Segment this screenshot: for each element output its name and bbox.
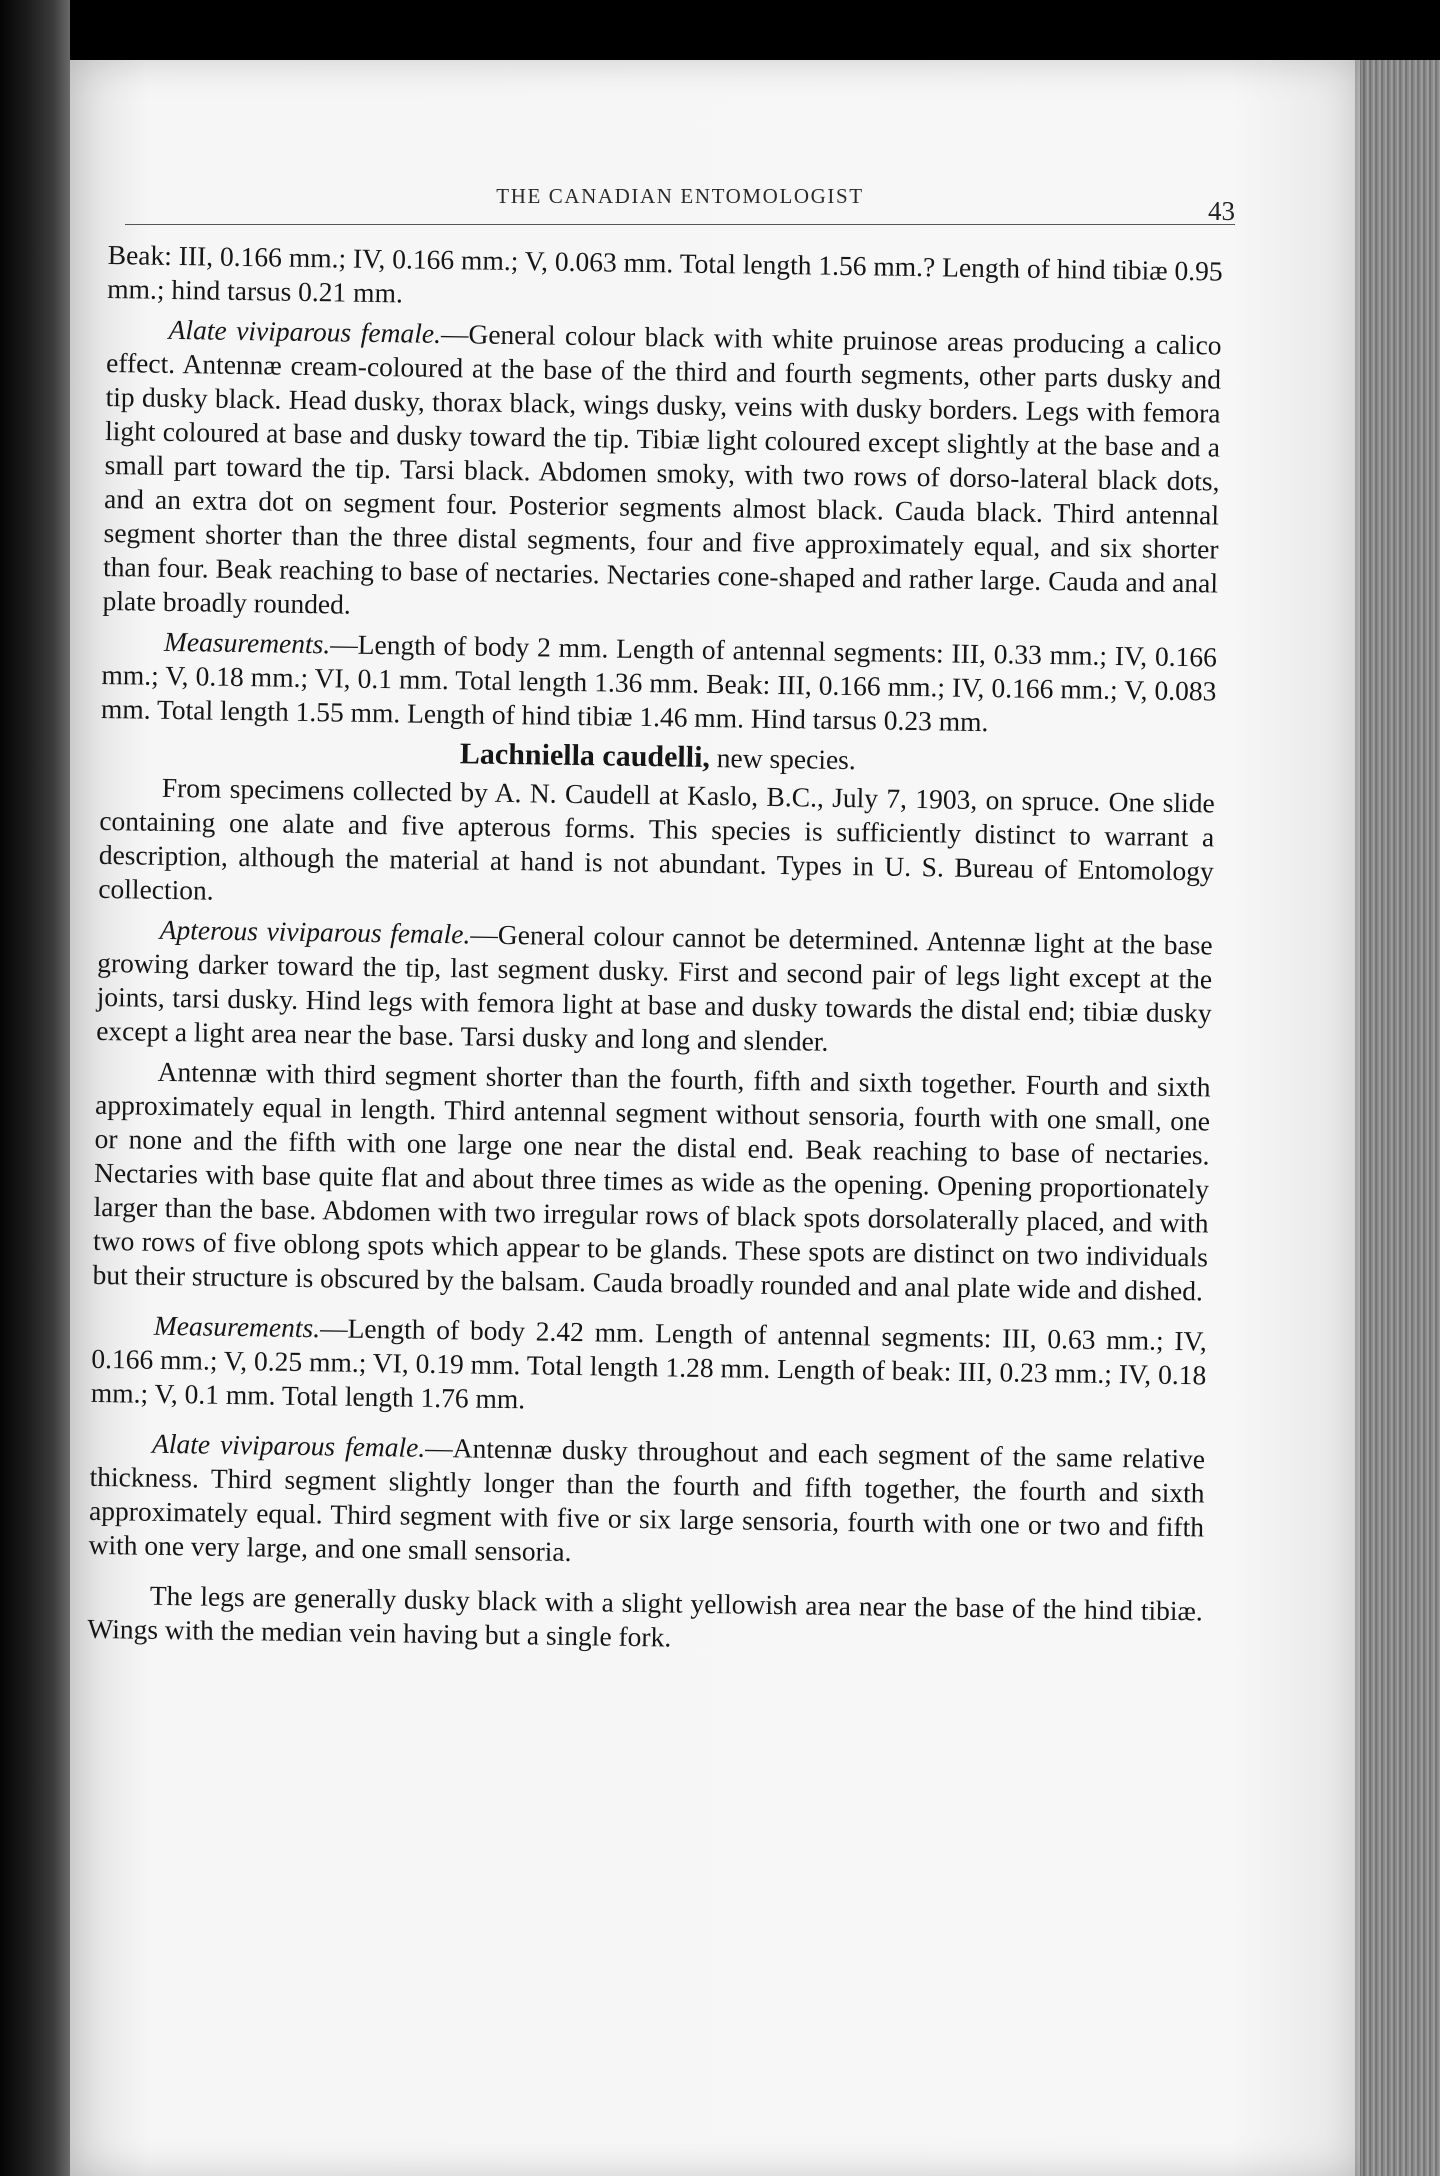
paragraph-antennae: Antennæ with third segment shorter than the fourth, fifth and sixth together. Fourth and sixth approximately equal in length. Third antennal segment without sensoria, fourth with one small, one or none and the fifth with one large one near the distal end. Beak reaching to base of nectaries. Nectaries with base quite flat and about three times as wide as the opening. Opening proportionately larger than the base. Abdomen with two irregular rows of black spots dorsolaterally placed, and with two rows of five oblong spots which appear to be glands. These spots are distinct on two individuals but their structure is obscured by the balsam. Cauda broadly rounded and anal plate wide and dished. bbox=[92, 1055, 1211, 1307]
paragraph-beak-continued: Beak: III, 0.166 mm.; IV, 0.166 mm.; V, 0.063 mm. Total length 1.56 mm.? Length of hind tibiæ 0.95 mm.; hind tarsus 0.21 mm. bbox=[107, 238, 1223, 309]
paragraph-legs: The legs are generally dusky black with a slight yellowish area near the base of the hind tibiæ. Wings with the median vein having but a single fork. bbox=[87, 1579, 1203, 1653]
paragraph-lead: Alate viviparous female. bbox=[168, 313, 442, 349]
paragraph-lead: Measurements. bbox=[163, 625, 331, 660]
paragraph-apterous-description: Apterous viviparous female.—General colour cannot be determined. Antennæ light at the base growing darker toward the tip, last segment dusky. First and second pair of legs light except at the joints, tarsi dusky. Hind legs with femora light at base and dusky towards the distal end; tibiæ dusky except a light area near the base. Tarsi dusky and long and slender. bbox=[96, 913, 1213, 1057]
species-note: new species. bbox=[709, 741, 857, 776]
species-name: Lachniella caudelli, bbox=[459, 737, 711, 774]
paragraph-lead: Measurements. bbox=[153, 1309, 321, 1344]
paragraph-measurements: Measurements.—Length of body 2 mm. Length of antennal segments: III, 0.33 mm.; IV, 0.166 mm.; V, 0.18 mm.; VI, 0.1 mm. Total length 1.36 mm. Beak: III, 0.166 mm.; IV, 0.166 mm.; V, 0.083 mm. Total length 1.55 mm. Length of hind tibiæ 1.46 mm. Hind tarsus 0.23 mm. bbox=[100, 625, 1218, 738]
paragraph-measurements-2: Measurements.—Length of body 2.42 mm. Length of antennal segments: III, 0.63 mm.; IV, 0.166 mm.; V, 0.25 mm.; VI, 0.19 mm. Total length 1.28 mm. Length of beak: III, 0.23 mm.; IV, 0.18 mm.; V, 0.1 mm. Total length 1.76 mm. bbox=[90, 1309, 1207, 1415]
page-stack-edge bbox=[1360, 60, 1440, 2176]
paragraph-alate-description: Alate viviparous female.—General colour black with white pruinose areas producing a calico effect. Antennæ cream-coloured at the base of the third and fourth segments, other parts dusky and tip dusky black. Head dusky, thorax black, wings dusky, veins with dusky borders. Legs with femora light coloured at base and dusky toward the tip. Tibiæ light coloured except slightly at the base and a small part toward the tip. Tarsi black. Abdomen smoky, with two rows of dorso-lateral black dots, and an extra dot on segment four. Posterior segments almost black. Cauda black. Third antennal segment shorter than the three distal segments, four and five approximately equal, and six shorter than four. Beak reaching to base of nectaries. Nectaries cone-shaped and rather large. Cauda and anal plate broadly rounded. bbox=[102, 313, 1222, 620]
running-header bbox=[125, 184, 1235, 234]
page-number: 43 bbox=[1208, 196, 1235, 226]
paragraph-lead: Apterous viviparous female. bbox=[159, 913, 471, 950]
body-text bbox=[87, 238, 1223, 1668]
paragraph-collection: From specimens collected by A. N. Caudell at Kaslo, B.C., July 7, 1903, on spruce. One slide containing one alate and five apterous forms. This species is sufficiently distinct to warrant a description, although the material at hand is not abundant. Types in U. S. Bureau of Entomology collection. bbox=[98, 771, 1215, 906]
header-rule bbox=[125, 224, 1235, 225]
page-stack-shadow bbox=[1355, 60, 1367, 2176]
paragraph-alate-antennae: Alate viviparous female.—Antennæ dusky throughout and each segment of the same relative thickness. Third segment slightly longer than the fourth and fifth together, the fourth and sixth approximately equal. Third segment with five or six large sensoria, fourth with one or two and fifth with one very large, and one small sensoria. bbox=[88, 1427, 1206, 1568]
running-title: THE CANADIAN ENTOMOLOGIST bbox=[496, 184, 864, 208]
book-binding-edge bbox=[0, 0, 70, 2176]
paragraph-lead: Alate viviparous female. bbox=[151, 1427, 426, 1463]
